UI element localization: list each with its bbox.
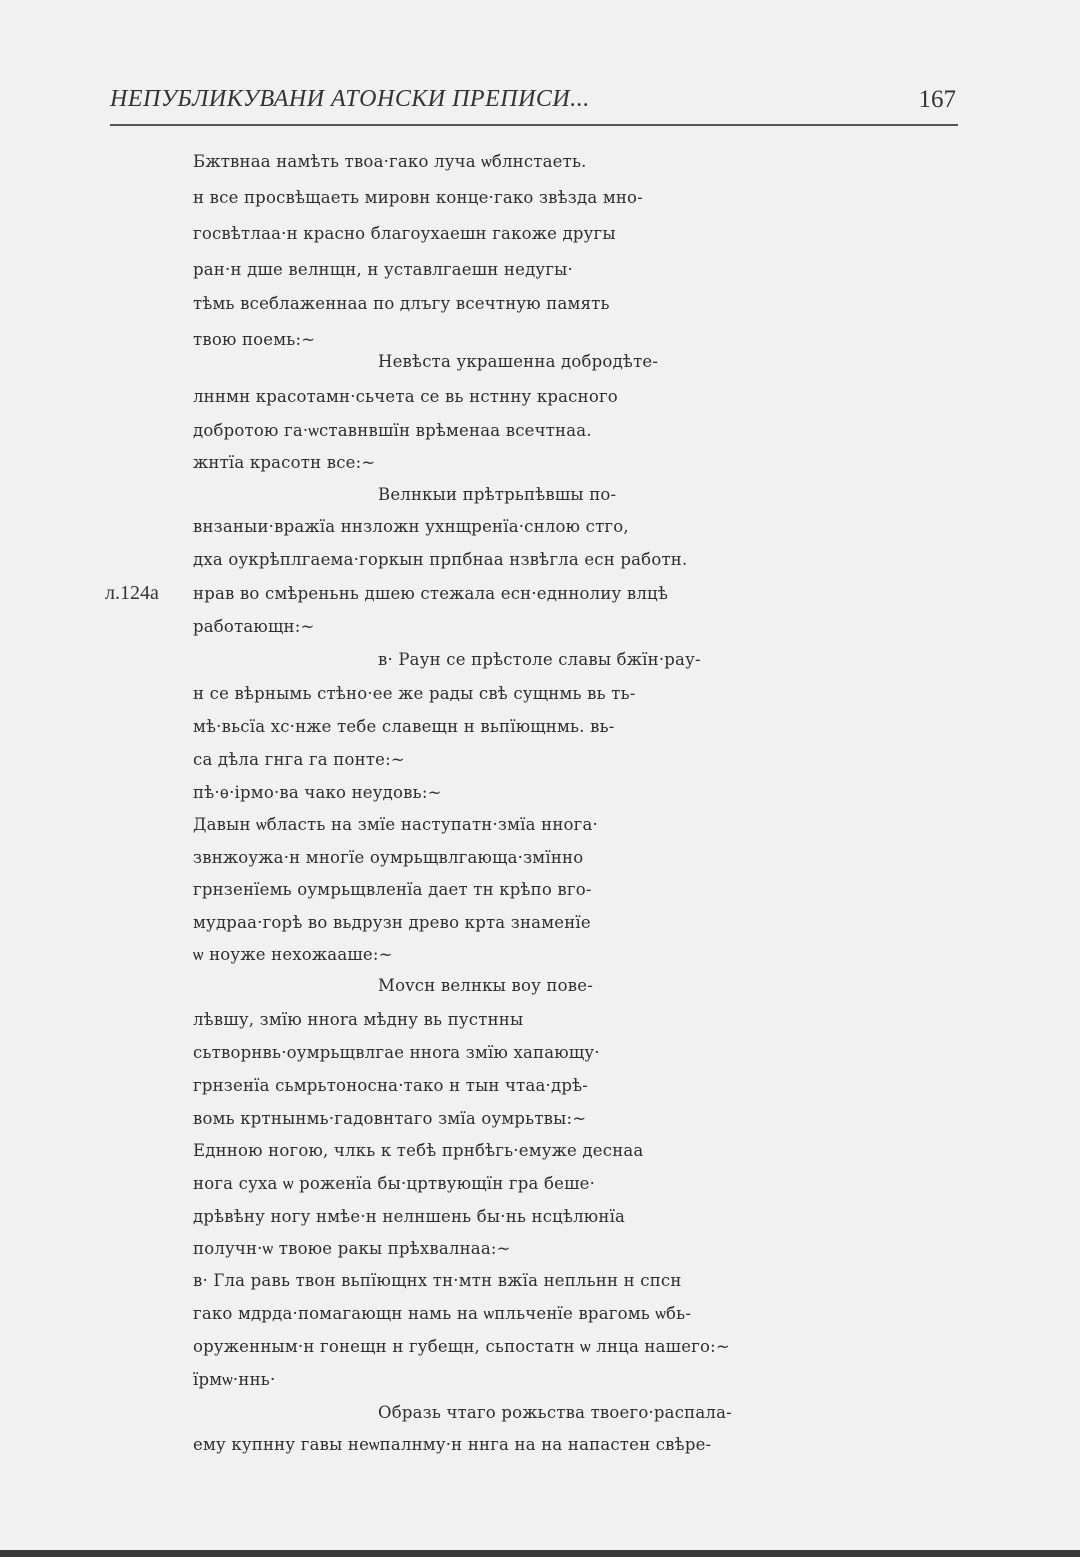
text-line: твою поемь:~ <box>193 330 316 349</box>
text-line: н все просвѣщаеть мировн конце·гако звѣзда мно- <box>193 188 643 207</box>
text-line: ему купнну гавы неѡпалнму·н ннга на на напастен свѣре- <box>193 1435 712 1454</box>
text-line: Бжтвнаа намѣть твоа·гако луча ѡблнстаеть. <box>193 152 587 171</box>
text-line: н се вѣрнымь стѣно·ее же рады свѣ сущнмь вь ть- <box>193 684 636 703</box>
header-rule <box>110 124 958 126</box>
text-line: грнзенїемь оумрьщвленїа дает тн крѣпо вго- <box>193 880 592 899</box>
text-line: ѡ ноуже нехожааше:~ <box>193 945 393 964</box>
text-line: нога суха ѡ роженїа бы·цртвующїн гра беше· <box>193 1174 596 1193</box>
text-line: мѣ·вьсїа хс·нже тебе славещн н вьпїющнмь. вь- <box>193 717 615 736</box>
text-line: дрѣвѣну ногу нмѣе·н нелншень бы·нь нсцѣлюнїа <box>193 1207 626 1226</box>
text-line: Давын ѡбласть на змїе наступатн·змїа ннога· <box>193 815 598 834</box>
text-line: Образь чтаго рожьства твоего·распала- <box>378 1403 732 1422</box>
text-line: тѣмь всеблаженнаа по длъгу всечтную память <box>193 294 610 313</box>
text-line: Еднною ногою, члкь к тебѣ прнбѣгь·емуже деснаа <box>193 1141 644 1160</box>
folio-marginal-note: л.124а <box>105 582 159 604</box>
text-line: получн·ѡ твоюе ракы прѣхвалнаа:~ <box>193 1239 511 1258</box>
text-line: їрмѡ·ннь· <box>193 1370 276 1389</box>
text-line: дха оукрѣплгаема·горкын прпбнаа нзвѣгла есн работн. <box>193 550 688 569</box>
text-line: пѣ·ѳ·ірмо·ва чако неудовь:~ <box>193 783 442 802</box>
text-line: грнзенїа сьмрьтоносна·тако н тын чтаа·дрѣ- <box>193 1076 589 1095</box>
text-line: Невѣста украшенна добродѣте- <box>378 352 659 371</box>
text-line: работающн:~ <box>193 617 315 636</box>
text-line: мудраа·горѣ во вьдрузн древо крта знаменїе <box>193 913 591 932</box>
text-line: жнтїа красотн все:~ <box>193 453 376 472</box>
scan-bottom-edge <box>0 1550 1080 1557</box>
text-line: звнжоужа·н многїе оумрьщвлгающа·змїнно <box>193 848 584 867</box>
text-line: гако мдрда·помагающн намь на ѡпльченїе врагомь ѡбь- <box>193 1304 692 1323</box>
text-line: лѣвшу, змїю нноrа мѣдну вь пустнны <box>193 1010 524 1029</box>
text-line: Моvсн велнкы вoу пове- <box>378 976 593 995</box>
text-line: в· Раун се прѣстоле славы бжїн·рау- <box>378 650 701 669</box>
text-line: лннмн красотамн·сьчета се вь нстнну красного <box>193 387 618 406</box>
text-line: Велнкыи прѣтрьпѣвшы по- <box>378 485 617 504</box>
text-line: внзаныи·вражїа ннзложн ухнщренїа·снлою стго, <box>193 517 629 536</box>
text-line: госвѣтлаа·н красно благоухаешн гакоже другы <box>193 224 616 243</box>
text-line: ран·н дше велнщн, н уставлгаешн недугы· <box>193 260 573 279</box>
page-number: 167 <box>918 86 956 113</box>
text-line: оруженным·н гонещн н губещн, сьпостатн ѡ лнца нашего:~ <box>193 1337 730 1356</box>
text-line: сьтворнвь·оумрьщвлгае нноrа змїю хапающу· <box>193 1043 600 1062</box>
text-line: добротою га·ѡставнвшїн врѣменаа всечтнаа. <box>193 421 592 440</box>
text-line: в· Гла равь твон вьпїющнх тн·мтн вжїа непльнн н спсн <box>193 1271 682 1290</box>
text-line: нрав во смѣреньнь дшею стежала есн·едннолиу влцѣ <box>193 584 669 603</box>
running-header-title: НЕПУБЛИКУВАНИ АТОНСКИ ПРЕПИСИ... <box>110 86 590 112</box>
text-line: са дѣла гнга га понте:~ <box>193 750 405 769</box>
text-line: вомь кртнынмь·гадовнтаго змїа оумрьтвы:~ <box>193 1109 587 1128</box>
